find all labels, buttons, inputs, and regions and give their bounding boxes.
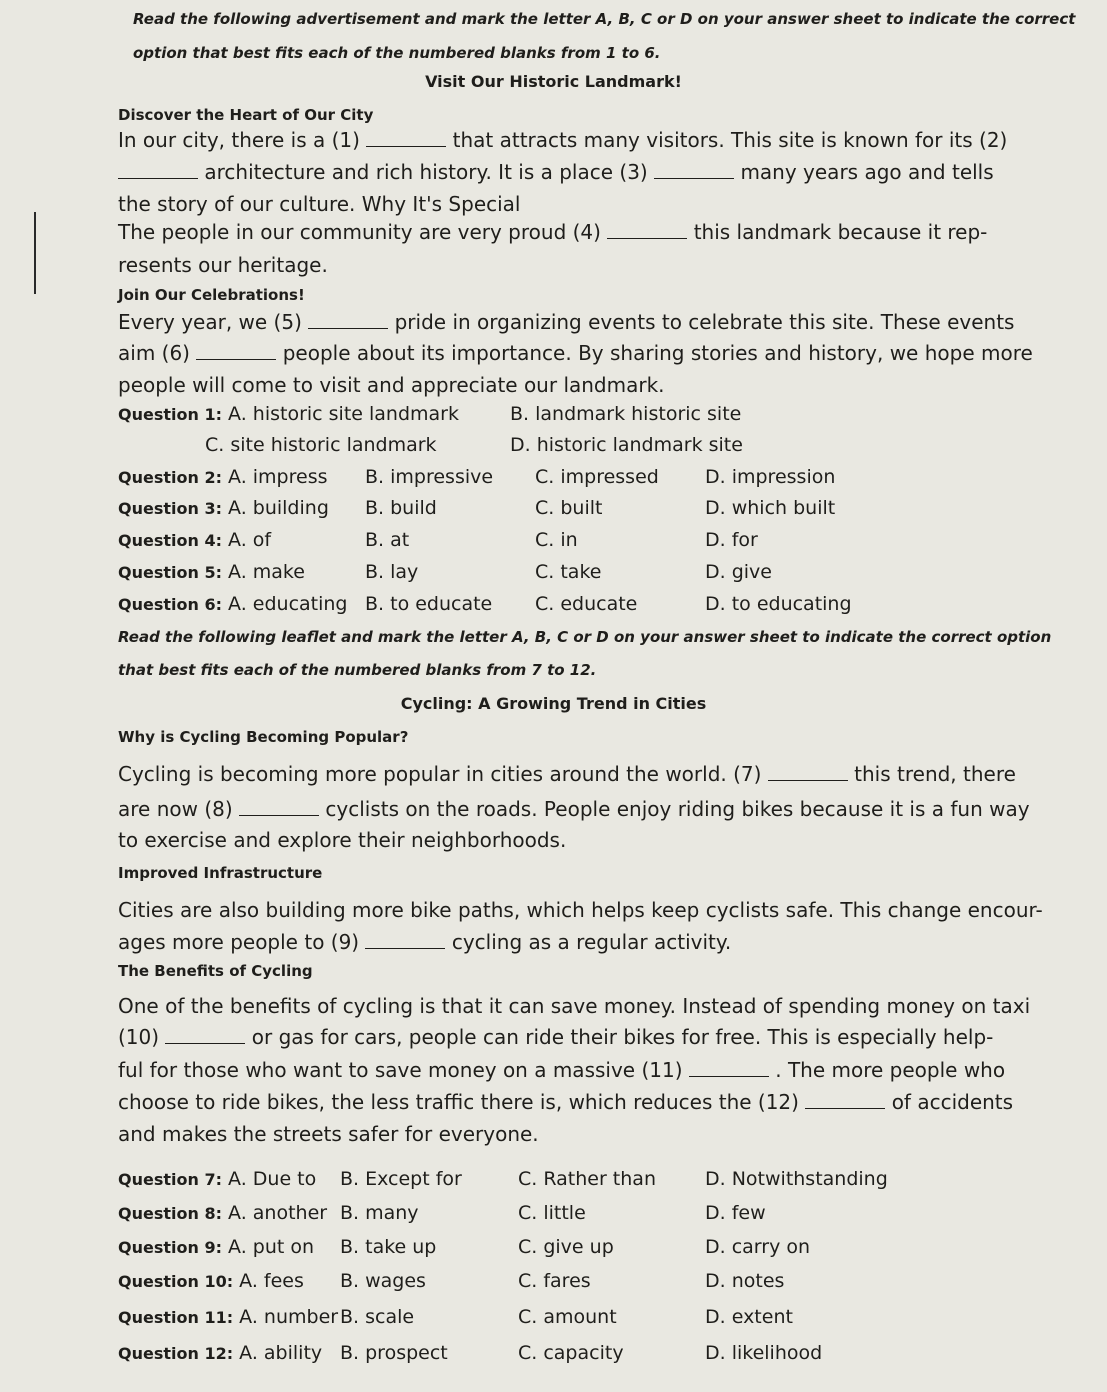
option-b[interactable]: B. lay — [365, 561, 419, 583]
text: people about its importance. By sharing stories and history, we hope more — [282, 341, 1033, 365]
heading-discover: Discover the Heart of Our City — [118, 106, 374, 124]
passage-2-line-2 — [118, 797, 1030, 821]
option-c[interactable]: C. Rather than — [518, 1168, 656, 1190]
option-b[interactable]: B. take up — [340, 1236, 437, 1258]
question-8-row — [118, 1202, 327, 1224]
text: The people in our community are very proud (4) — [118, 220, 601, 244]
blank-11 — [689, 1062, 769, 1077]
passage-1-line-3: the story of our culture. Why It's Special — [118, 192, 521, 216]
option-c[interactable]: C. educate — [535, 593, 638, 615]
passage-1-line-1 — [118, 128, 1007, 152]
option-d[interactable]: D. which built — [705, 497, 836, 519]
passage-1-line-8: people will come to visit and appreciate our landmark. — [118, 373, 665, 397]
option-a[interactable]: A. ability — [239, 1342, 323, 1364]
option-a[interactable]: A. impress — [228, 466, 328, 488]
heading-infrastructure: Improved Infrastructure — [118, 864, 323, 882]
option-b[interactable]: B. many — [340, 1202, 419, 1224]
passage-2-line-8 — [118, 1058, 1005, 1082]
text: In our city, there is a (1) — [118, 128, 360, 152]
text: architecture and rich history. It is a place (3) — [204, 160, 648, 184]
option-c[interactable]: C. impressed — [535, 466, 659, 488]
text: cycling as a regular activity. — [451, 930, 732, 954]
option-c[interactable]: C. capacity — [518, 1342, 624, 1364]
question-label: Question 10: — [118, 1272, 234, 1291]
passage-1-line-6 — [118, 310, 1014, 334]
passage-1-line-2 — [118, 160, 994, 184]
question-7-row — [118, 1168, 316, 1190]
option-b[interactable]: B. prospect — [340, 1342, 448, 1364]
text: choose to ride bikes, the less traffic there is, which reduces the (12) — [118, 1090, 799, 1114]
passage-2-line-7 — [118, 1025, 993, 1049]
option-a[interactable]: A. Due to — [228, 1168, 317, 1190]
question-label: Question 9: — [118, 1238, 222, 1257]
question-label: Question 12: — [118, 1344, 234, 1363]
question-label: Question 6: — [118, 595, 222, 614]
text: are now (8) — [118, 797, 233, 821]
option-c[interactable]: C. little — [518, 1202, 586, 1224]
blank-3 — [654, 164, 734, 179]
instruction-1-line-1: Read the following advertisement and mark the letter A, B, C or D on your answer sheet to indicate the correct — [133, 10, 1076, 28]
passage-2-line-9 — [118, 1090, 1013, 1114]
option-b[interactable]: B. build — [365, 497, 437, 519]
blank-7 — [768, 766, 848, 781]
passage-2-line-3: to exercise and explore their neighborhoods. — [118, 828, 567, 852]
text: that attracts many visitors. This site is known for its (2) — [452, 128, 1008, 152]
option-a[interactable]: A. building — [228, 497, 329, 519]
option-c[interactable]: C. give up — [518, 1236, 614, 1258]
text: ful for those who want to save money on a massive (11) — [118, 1058, 683, 1082]
leaflet-title: Cycling: A Growing Trend in Cities — [400, 694, 707, 713]
blank-8 — [239, 801, 319, 816]
question-label: Question 7: — [118, 1170, 222, 1189]
option-d[interactable]: D. extent — [705, 1306, 793, 1328]
blank-2 — [118, 164, 198, 179]
text: Cycling is becoming more popular in cities around the world. (7) — [118, 762, 762, 786]
text: aim (6) — [118, 341, 190, 365]
instruction-2-line-1: Read the following leaflet and mark the letter A, B, C or D on your answer sheet to indicate the correct option — [118, 628, 1052, 646]
option-c[interactable]: C. fares — [518, 1270, 591, 1292]
passage-2-line-1 — [118, 762, 1016, 786]
question-3-row — [118, 497, 329, 519]
question-label: Question 2: — [118, 468, 222, 487]
question-4-row — [118, 529, 271, 551]
option-c[interactable]: C. site historic landmark — [205, 434, 437, 456]
option-a[interactable]: A. fees — [239, 1270, 304, 1292]
text: . The more people who — [775, 1058, 1006, 1082]
option-d[interactable]: D. likelihood — [705, 1342, 823, 1364]
question-11-row — [118, 1306, 338, 1328]
blank-12 — [805, 1094, 885, 1109]
option-d[interactable]: D. give — [705, 561, 772, 583]
blank-5 — [308, 314, 388, 329]
option-b[interactable]: B. impressive — [365, 466, 494, 488]
passage-1-line-4 — [118, 220, 987, 244]
option-d[interactable]: D. for — [705, 529, 758, 551]
question-label: Question 11: — [118, 1308, 234, 1327]
question-2-row — [118, 466, 328, 488]
question-6-row — [118, 593, 348, 615]
option-a[interactable]: A. make — [228, 561, 305, 583]
option-a[interactable]: A. historic site landmark — [228, 403, 459, 425]
passage-1-line-5: resents our heritage. — [118, 253, 328, 277]
option-c[interactable]: C. take — [535, 561, 602, 583]
text: this trend, there — [854, 762, 1016, 786]
question-12-row — [118, 1342, 322, 1364]
heading-join: Join Our Celebrations! — [118, 286, 305, 304]
option-a[interactable]: A. of — [228, 529, 272, 551]
option-d[interactable]: D. historic landmark site — [510, 434, 743, 456]
text: Every year, we (5) — [118, 310, 302, 334]
option-b[interactable]: B. at — [365, 529, 410, 551]
text: cyclists on the roads. People enjoy riding bikes because it is a fun way — [325, 797, 1030, 821]
option-d[interactable]: D. Notwithstanding — [705, 1168, 888, 1190]
text: (10) — [118, 1025, 160, 1049]
heading-why-cycling: Why is Cycling Becoming Popular? — [118, 728, 409, 746]
question-label: Question 3: — [118, 499, 222, 518]
blank-10 — [165, 1029, 245, 1044]
text: this landmark because it rep- — [693, 220, 988, 244]
passage-1-line-7 — [118, 341, 1033, 365]
option-d[interactable]: D. few — [705, 1202, 766, 1224]
instruction-1-line-2: option that best fits each of the numbered blanks from 1 to 6. — [133, 44, 661, 62]
heading-benefits: The Benefits of Cycling — [118, 962, 313, 980]
passage-2-line-6: One of the benefits of cycling is that it can save money. Instead of spending money on taxi — [118, 994, 1031, 1018]
text: of accidents — [891, 1090, 1014, 1114]
option-c[interactable]: C. built — [535, 497, 603, 519]
question-label: Question 1: — [118, 405, 222, 424]
option-b[interactable]: B. to educate — [365, 593, 493, 615]
text: ages more people to (9) — [118, 930, 360, 954]
instruction-2-line-2: that best fits each of the numbered blanks from 7 to 12. — [118, 661, 597, 679]
question-9-row — [118, 1236, 314, 1258]
passage-2-line-5 — [118, 930, 731, 954]
option-b[interactable]: B. landmark historic site — [510, 403, 742, 425]
question-5-row — [118, 561, 305, 583]
option-b[interactable]: B. scale — [340, 1306, 415, 1328]
advert-title: Visit Our Historic Landmark! — [425, 72, 682, 91]
blank-9 — [365, 934, 445, 949]
passage-2-line-4: Cities are also building more bike paths, which helps keep cyclists safe. This change encour- — [118, 898, 1043, 922]
blank-1 — [366, 132, 446, 147]
question-1-row — [118, 403, 459, 425]
blank-6 — [196, 345, 276, 360]
margin-bar — [34, 212, 36, 294]
option-c[interactable]: C. in — [535, 529, 578, 551]
text: many years ago and tells — [740, 160, 994, 184]
question-10-row — [118, 1270, 304, 1292]
option-b[interactable]: B. Except for — [340, 1168, 462, 1190]
option-a[interactable]: A. put on — [228, 1236, 315, 1258]
option-b[interactable]: B. wages — [340, 1270, 426, 1292]
option-d[interactable]: D. carry on — [705, 1236, 811, 1258]
text: pride in organizing events to celebrate this site. These events — [394, 310, 1015, 334]
question-label: Question 8: — [118, 1204, 222, 1223]
option-a[interactable]: A. educating — [228, 593, 348, 615]
option-c[interactable]: C. amount — [518, 1306, 617, 1328]
passage-2-line-10: and makes the streets safer for everyone. — [118, 1122, 539, 1146]
option-d[interactable]: D. to educating — [705, 593, 852, 615]
option-a[interactable]: A. number — [239, 1306, 339, 1328]
text: or gas for cars, people can ride their bikes for free. This is especially help- — [251, 1025, 994, 1049]
option-d[interactable]: D. impression — [705, 466, 836, 488]
question-label: Question 4: — [118, 531, 222, 550]
question-label: Question 5: — [118, 563, 222, 582]
blank-4 — [607, 224, 687, 239]
option-d[interactable]: D. notes — [705, 1270, 785, 1292]
option-a[interactable]: A. another — [228, 1202, 328, 1224]
